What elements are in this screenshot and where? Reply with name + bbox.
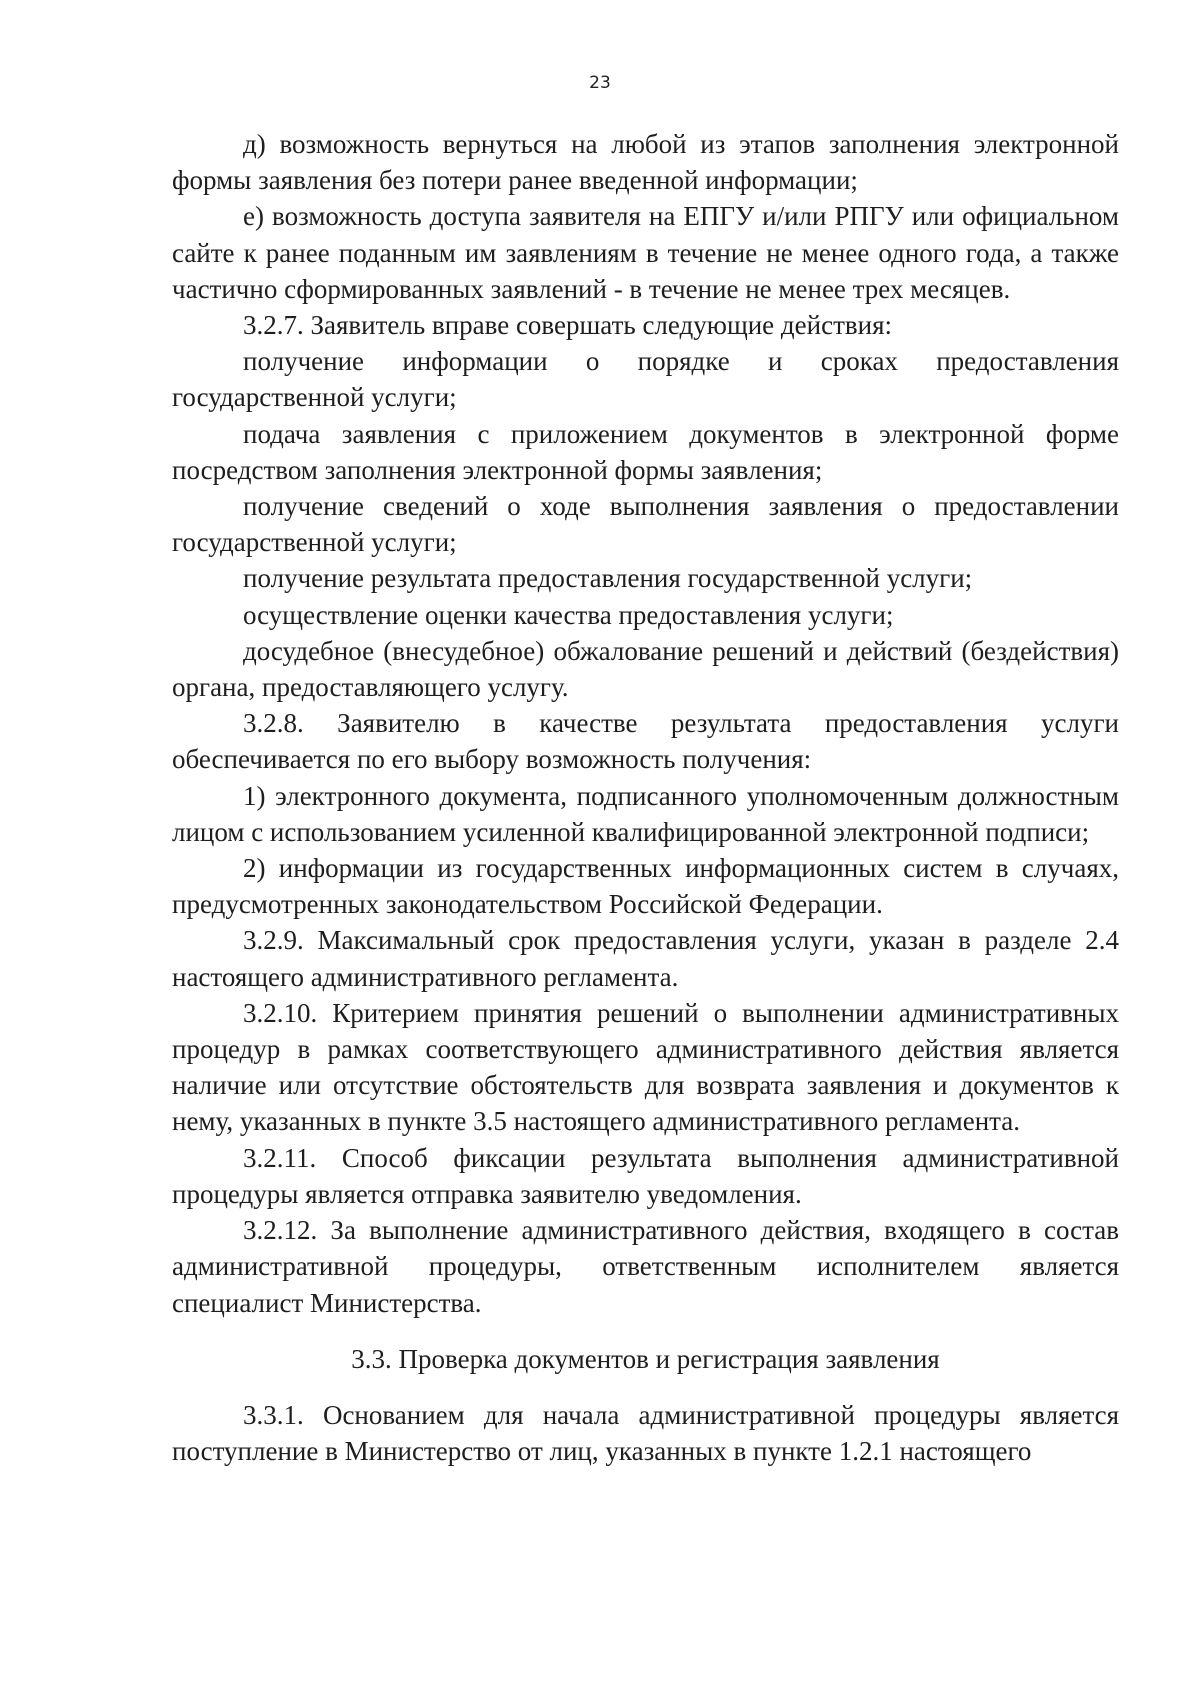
document-body — [172, 126, 1119, 1469]
paragraph-3-2-8: 3.2.8. Заявителю в качестве результата предоставления услуги обеспечивается по его выбору возможность получения: — [172, 708, 1119, 775]
paragraph-3-2-11: 3.2.11. Способ фиксации результата выполнения административной процедуры является отправка заявителю уведомления. — [172, 1142, 1119, 1209]
paragraph-3-2-10: 3.2.10. Критерием принятия решений о выполнении административных процедур в рамках соответствующего административного действия является наличие или отсутствие обстоятельств для возврата заявления и документов к нему, указанных в пункте 3.5 настоящего административного регламента. — [172, 997, 1119, 1137]
list-item-submission: подача заявления с приложением документов в электронной форме посредством заполнения электронной формы заявления; — [172, 418, 1119, 485]
section-heading: 3.3. Проверка документов и регистрация заявления — [351, 1343, 940, 1374]
list-item-information-systems: 2) информации из государственных информационных систем в случаях, предусмотренных законодательством Российской Федерации. — [172, 853, 1119, 920]
paragraph-3-2-7: 3.2.7. Заявитель вправе совершать следующие действия: — [243, 310, 892, 341]
list-item-appeal: досудебное (внесудебное) обжалование решений и действий (бездействия) органа, предоставляющего услугу. — [172, 635, 1119, 703]
list-item-electronic-document: 1) электронного документа, подписанного уполномоченным должностным лицом с использованием усиленной квалифицированной электронной подписи; — [172, 780, 1119, 847]
paragraph-3-2-12: 3.2.12. За выполнение административного действия, входящего в состав административной процедуры, ответственным исполнителем является специалист Министерства. — [172, 1215, 1119, 1318]
paragraph-3-2-9: 3.2.9. Максимальный срок предоставления услуги, указан в разделе 2.4 настоящего административного регламента. — [172, 925, 1119, 992]
paragraph-e: е) возможность доступа заявителя на ЕПГУ и/или РПГУ или официальном сайте к ранее поданным им заявлениям в течение не менее одного года, а также частично сформированных заявлений - в течение не менее трех месяцев. — [172, 201, 1119, 304]
list-item-result: получение результата предоставления государственной услуги; — [243, 563, 973, 594]
list-item-status: получение сведений о ходе выполнения заявления о предоставлении государственной услуги; — [172, 491, 1119, 558]
paragraph-d: д) возможность вернуться на любой из этапов заполнения электронной формы заявления без потери ранее введенной информации; — [172, 129, 1119, 196]
list-item-info: получение информации о порядке и сроках предоставления государственной услуги; — [172, 346, 1119, 413]
page-number: 23 — [589, 73, 611, 93]
paragraph-3-3-1: 3.3.1. Основанием для начала административной процедуры является поступление в Министерство от лиц, указанных в пункте 1.2.1 настоящего — [172, 1399, 1119, 1467]
list-item-quality: осуществление оценки качества предоставления услуги; — [243, 599, 894, 630]
